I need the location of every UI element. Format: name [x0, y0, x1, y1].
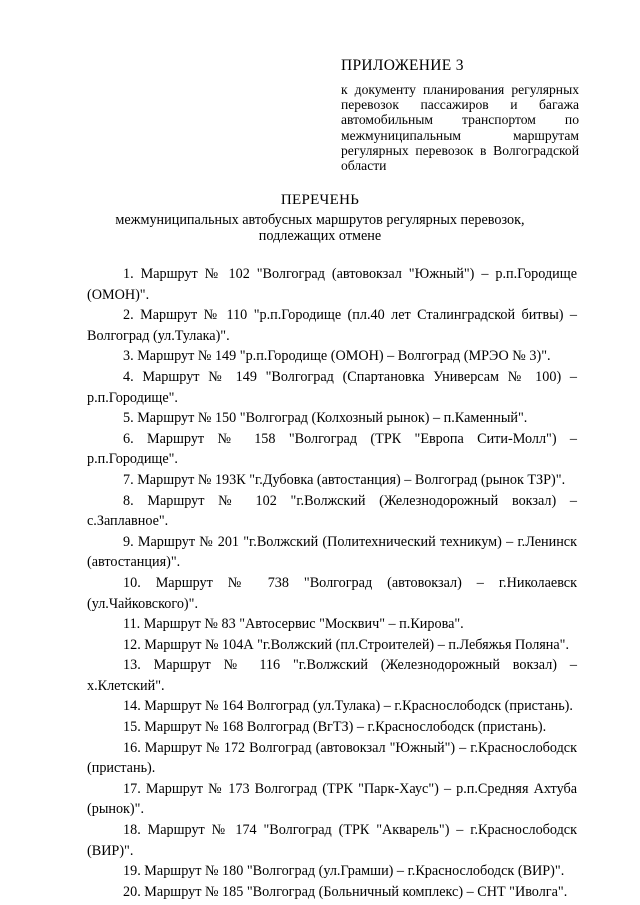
route-item-15: 15. Маршрут № 168 Волгоград (ВгТЗ) – г.Краснослободск (пристань).: [123, 719, 547, 736]
route-list: [87, 264, 577, 902]
route-item-9: 9. Маршрут № 201 "г.Волжский (Политехнический техникум) – г.Ленинск (автостанция)".: [87, 533, 577, 571]
route-item-10: 10. Маршрут № 738 "Волгоград (автовокзал) – г.Николаевск (ул.Чайковского)".: [87, 574, 577, 612]
route-item-12: 12. Маршрут № 104А "г.Волжский (пл.Строителей) – п.Лебяжья Поляна".: [123, 636, 570, 653]
route-item-1: 1. Маршрут № 102 "Волгоград (автовокзал "Южный") – р.п.Городище (ОМОН)".: [87, 266, 577, 303]
route-item-14: 14. Маршрут № 164 Волгоград (ул.Тулака) – г.Краснослободск (пристань).: [123, 698, 573, 715]
route-item-8: 8. Маршрут № 102 "г.Волжский (Железнодорожный вокзал) – с.Заплавное".: [87, 492, 577, 530]
appendix-subtitle: к документу планирования регулярных перевозок пассажиров и багажа автомобильным транспортом по межмуниципальным маршрутам регулярных перевозок в Волгоградской области: [341, 82, 579, 174]
route-item-3: 3. Маршрут № 149 "р.п.Городище (ОМОН) – Волгоград (МРЭО № 3)".: [123, 348, 551, 365]
route-item-18: 18. Маршрут № 174 "Волгоград (ТРК "Акварель") – г.Краснослободск (ВИР)".: [87, 822, 577, 859]
route-item-7: 7. Маршрут № 193К "г.Дубовка (автостанция) – Волгоград (рынок ТЗР)".: [123, 471, 566, 488]
list-title: ПЕРЕЧЕНЬ: [280, 192, 360, 208]
route-item-19: 19. Маршрут № 180 "Волгоград (ул.Грамши) – г.Краснослободск (ВИР)".: [123, 863, 565, 880]
route-item-20: 20. Маршрут № 185 "Волгоград (Больничный комплекс) – СНТ "Иволга".: [123, 883, 568, 900]
route-item-11: 11. Маршрут № 83 "Автосервис "Москвич" – п.Кирова".: [123, 616, 464, 633]
route-item-17: 17. Маршрут № 173 Волгоград (ТРК "Парк-Хаус") – р.п.Средняя Ахтуба (рынок)".: [87, 780, 577, 818]
route-item-6: 6. Маршрут № 158 "Волгоград (ТРК "Европа Сити-Молл") – р.п.Городище".: [87, 430, 577, 468]
route-item-4: 4. Маршрут № 149 "Волгоград (Спартановка Универсам № 100) – р.п.Городище".: [87, 368, 577, 406]
route-item-16: 16. Маршрут № 172 Волгоград (автовокзал "Южный") – г.Краснослободск (пристань).: [87, 739, 577, 777]
route-item-2: 2. Маршрут № 110 "р.п.Городище (пл.40 лет Сталинградской битвы) – Волгоград (ул.Тулака)".: [87, 307, 577, 344]
appendix-title: ПРИЛОЖЕНИЕ 3: [341, 57, 464, 74]
route-item-5: 5. Маршрут № 150 "Волгоград (Колхозный рынок) – п.Каменный".: [123, 410, 528, 427]
route-item-13: 13. Маршрут № 116 "г.Волжский (Железнодорожный вокзал) – х.Клетский".: [87, 657, 577, 694]
list-subtitle: межмуниципальных автобусных маршрутов регулярных перевозок, подлежащих отмене: [115, 212, 525, 244]
